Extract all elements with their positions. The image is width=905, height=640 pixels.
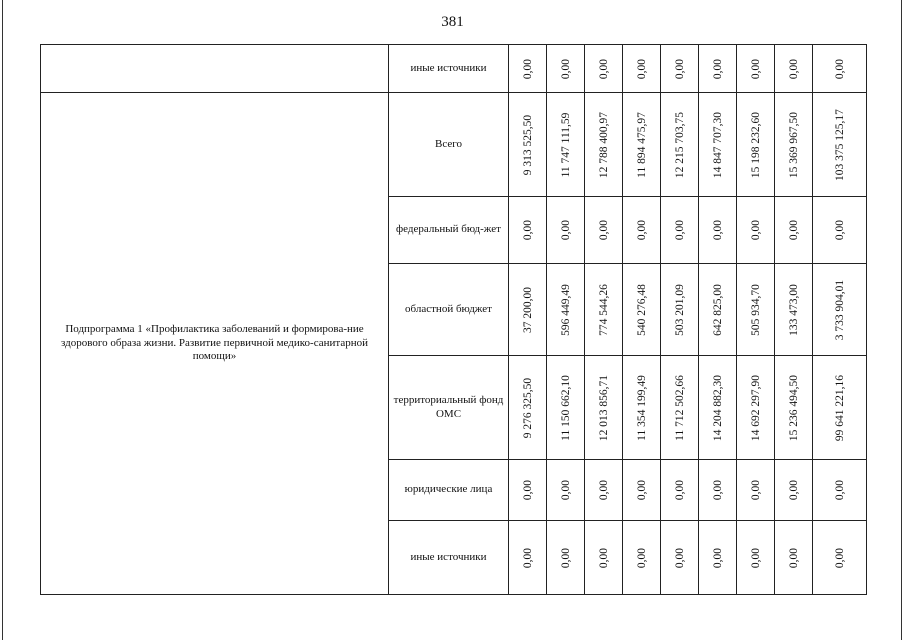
value-text: 103 375 125,17 (833, 108, 846, 181)
total-value-cell (813, 264, 867, 356)
year-value-cell (737, 264, 775, 356)
value-text: 0,00 (711, 479, 724, 501)
value-text: 0,00 (597, 547, 610, 568)
value-text: 0,00 (833, 547, 846, 568)
value-text: 0,00 (673, 58, 686, 79)
funding-source-label: федеральный бюд-жет (389, 197, 509, 264)
value-text: 0,00 (521, 479, 534, 501)
year-value-cell (737, 45, 775, 93)
year-value-cell (585, 521, 623, 595)
value-text: 0,00 (635, 479, 648, 501)
year-value-cell (585, 264, 623, 356)
year-value-cell (509, 460, 547, 521)
year-value-cell (547, 356, 585, 460)
year-value-cell (775, 197, 813, 264)
value-text: 0,00 (521, 219, 534, 241)
year-value-cell (547, 521, 585, 595)
total-value-cell (813, 460, 867, 521)
value-text: 0,00 (559, 58, 572, 79)
year-value-cell (509, 45, 547, 93)
value-text: 14 847 707,30 (711, 111, 724, 178)
year-value-cell (623, 45, 661, 93)
funding-table (40, 44, 867, 595)
value-text: 0,00 (597, 219, 610, 241)
value-text: 11 712 502,66 (673, 374, 686, 441)
year-value-cell (775, 521, 813, 595)
right-page-edge (901, 0, 902, 640)
value-text: 0,00 (711, 547, 724, 568)
value-text: 11 354 199,49 (635, 374, 648, 441)
value-text: 0,00 (787, 479, 800, 501)
value-text: 0,00 (635, 547, 648, 568)
year-value-cell (585, 45, 623, 93)
value-text: 12 788 400,97 (597, 111, 610, 178)
value-text: 14 692 297,90 (749, 374, 762, 441)
left-page-edge (2, 0, 3, 640)
value-text: 11 747 111,59 (559, 112, 572, 177)
value-text: 12 013 856,71 (597, 374, 610, 441)
value-text: 0,00 (711, 219, 724, 241)
value-text: 0,00 (711, 58, 724, 79)
year-value-cell (737, 93, 775, 197)
year-value-cell (775, 264, 813, 356)
value-text: 0,00 (787, 219, 800, 241)
value-text: 0,00 (597, 58, 610, 79)
year-value-cell (775, 45, 813, 93)
value-text: 0,00 (559, 479, 572, 501)
value-text: 505 934,70 (749, 283, 762, 336)
year-value-cell (547, 197, 585, 264)
value-text: 15 198 232,60 (749, 111, 762, 178)
value-text: 0,00 (673, 547, 686, 568)
subprogram-title: Подпрограмма 1 «Профилактика заболеваний и формирова-ние здорового образа жизни. Развитие первичной медико-санитарной помощи» (41, 93, 389, 595)
empty-program-cell (41, 45, 389, 93)
value-text: 642 825,00 (711, 283, 724, 336)
total-value-cell (813, 521, 867, 595)
year-value-cell (509, 93, 547, 197)
total-value-cell (813, 93, 867, 197)
year-value-cell (661, 197, 699, 264)
year-value-cell (737, 460, 775, 521)
value-text: 0,00 (635, 58, 648, 79)
value-text: 540 276,48 (635, 283, 648, 336)
value-text: 11 894 475,97 (635, 111, 648, 178)
funding-source-label: областной бюджет (389, 264, 509, 356)
year-value-cell (547, 460, 585, 521)
year-value-cell (699, 197, 737, 264)
year-value-cell (737, 521, 775, 595)
value-text: 0,00 (833, 58, 846, 79)
year-value-cell (509, 264, 547, 356)
funding-source-label: Всего (389, 93, 509, 197)
funding-source-label: иные источники (389, 521, 509, 595)
value-text: 99 641 221,16 (833, 374, 846, 441)
year-value-cell (585, 356, 623, 460)
value-text: 0,00 (787, 547, 800, 568)
year-value-cell (737, 197, 775, 264)
year-value-cell (661, 460, 699, 521)
value-text: 0,00 (559, 547, 572, 568)
value-text: 0,00 (635, 219, 648, 241)
year-value-cell (623, 460, 661, 521)
value-text: 11 150 662,10 (559, 374, 572, 441)
year-value-cell (623, 264, 661, 356)
funding-source-label: юридические лица (389, 460, 509, 521)
value-text: 0,00 (673, 479, 686, 501)
value-text: 0,00 (787, 58, 800, 79)
value-text: 9 313 525,50 (521, 114, 534, 175)
year-value-cell (585, 197, 623, 264)
value-text: 0,00 (749, 219, 762, 241)
year-value-cell (775, 460, 813, 521)
year-value-cell (509, 356, 547, 460)
page-number: 381 (441, 14, 464, 30)
value-text: 15 236 494,50 (787, 374, 800, 441)
total-value-cell (813, 356, 867, 460)
value-text: 0,00 (559, 219, 572, 241)
value-text: 0,00 (597, 479, 610, 501)
year-value-cell (623, 197, 661, 264)
value-text: 133 473,00 (787, 283, 800, 336)
year-value-cell (661, 264, 699, 356)
year-value-cell (661, 45, 699, 93)
year-value-cell (699, 460, 737, 521)
value-text: 3 733 904,01 (833, 279, 846, 340)
funding-source-label: территориальный фонд ОМС (389, 356, 509, 460)
year-value-cell (661, 93, 699, 197)
value-text: 14 204 882,30 (711, 374, 724, 441)
year-value-cell (775, 356, 813, 460)
year-value-cell (775, 93, 813, 197)
year-value-cell (699, 356, 737, 460)
year-value-cell (547, 93, 585, 197)
funding-source-label: иные источники (389, 45, 509, 93)
year-value-cell (585, 460, 623, 521)
year-value-cell (699, 93, 737, 197)
value-text: 0,00 (673, 219, 686, 241)
total-value-cell (813, 197, 867, 264)
year-value-cell (585, 93, 623, 197)
year-value-cell (547, 45, 585, 93)
value-text: 0,00 (749, 58, 762, 79)
value-text: 0,00 (521, 58, 534, 79)
year-value-cell (547, 264, 585, 356)
year-value-cell (623, 93, 661, 197)
value-text: 12 215 703,75 (673, 111, 686, 178)
value-text: 37 200,00 (521, 286, 534, 333)
value-text: 9 276 325,50 (521, 377, 534, 438)
year-value-cell (699, 264, 737, 356)
year-value-cell (509, 197, 547, 264)
value-text: 503 201,09 (673, 283, 686, 336)
value-text: 0,00 (749, 479, 762, 501)
year-value-cell (623, 521, 661, 595)
year-value-cell (509, 521, 547, 595)
value-text: 0,00 (833, 219, 846, 241)
year-value-cell (737, 356, 775, 460)
year-value-cell (699, 521, 737, 595)
value-text: 774 544,26 (597, 283, 610, 336)
year-value-cell (661, 521, 699, 595)
year-value-cell (661, 356, 699, 460)
value-text: 0,00 (749, 547, 762, 568)
table-row (41, 93, 867, 197)
table-row (41, 45, 867, 93)
value-text: 0,00 (521, 547, 534, 568)
value-text: 0,00 (833, 479, 846, 501)
value-text: 596 449,49 (559, 283, 572, 336)
year-value-cell (623, 356, 661, 460)
value-text: 15 369 967,50 (787, 111, 800, 178)
year-value-cell (699, 45, 737, 93)
total-value-cell (813, 45, 867, 93)
